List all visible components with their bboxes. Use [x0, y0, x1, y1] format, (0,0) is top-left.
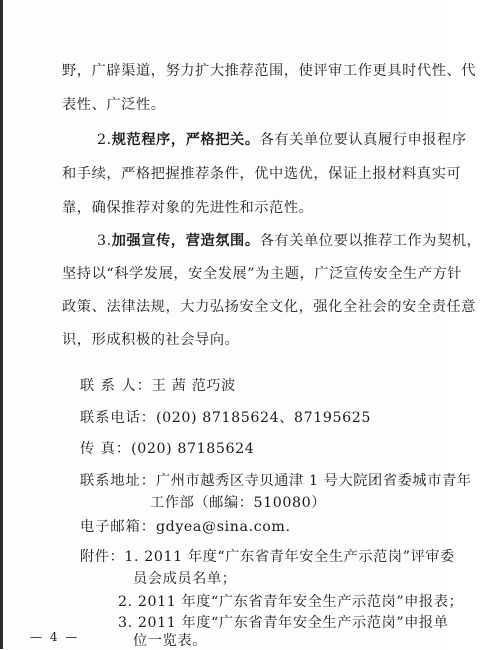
body-line-9: 坚持以“科学发展，安全发展”为主题，广泛宣传安全生产方针: [62, 266, 463, 282]
body-line-11: 识，形成积极的社会导向。: [62, 332, 240, 348]
page-number: — 4 —: [30, 630, 80, 644]
contact-person-label: 联 系 人：: [80, 378, 152, 394]
contact-email-row: [80, 518, 291, 536]
contact-email-label: 电子邮箱：: [80, 519, 156, 535]
contact-phone-row: [80, 409, 371, 427]
contact-phone-label: 联系电话：: [80, 410, 156, 426]
contact-person-value: 王 茜 范巧波: [151, 378, 236, 394]
contact-address-line-2: 工作部（邮编：510080）: [150, 495, 327, 511]
contact-address-row: [80, 472, 472, 490]
item-2-text: 各有关单位要认真履行申报程序: [259, 132, 467, 148]
body-line-6: 靠，确保推荐对象的先进性和示范性。: [62, 200, 314, 216]
attachment-item-2: 2. 2011 年度“广东省青年安全生产示范岗”申报表；: [118, 594, 464, 610]
item-3-line-1: [97, 232, 481, 250]
contact-fax-row: [80, 440, 254, 458]
contact-phone-value: (020) 87185624、87195625: [155, 410, 372, 426]
attachment-item-3: 3. 2011 年度“广东省青年安全生产示范岗”申报单: [118, 615, 449, 631]
scan-edge: [0, 0, 3, 649]
body-line-1: 野，广辟渠道，努力扩大推荐范围，使评审工作更具时代性、代: [62, 63, 477, 79]
body-line-10: 政策、法律法规，大力弘扬安全文化，强化全社会的安全责任意: [62, 299, 477, 315]
item-2-number: 2.: [97, 132, 112, 148]
attachment-row-1: [80, 548, 455, 566]
item-3-text: 各有关单位要以推荐工作为契机，: [259, 233, 481, 249]
item-3-heading: 加强宣传，营造氛围。: [111, 233, 260, 249]
item-2-heading: 规范程序，严格把关。: [111, 132, 260, 148]
attachments-label: 附件：: [80, 549, 125, 565]
contact-email-value: gdyea@sina.com.: [155, 519, 291, 535]
item-2-line-1: [97, 131, 467, 149]
contact-fax-label: 传 真：: [80, 441, 132, 457]
contact-address-label: 联系地址：: [80, 473, 156, 489]
body-line-2: 表性、广泛性。: [62, 97, 166, 113]
item-3-number: 3.: [97, 233, 112, 249]
attachment-item-1-cont: 员会成员名单；: [133, 571, 237, 587]
contact-person-row: [80, 377, 236, 395]
attachment-item-3-cont: 位一览表。: [133, 633, 207, 649]
contact-fax-value: (020) 87185624: [131, 441, 255, 457]
attachment-item-1: 1. 2011 年度“广东省青年安全生产示范岗”评审委: [124, 549, 455, 565]
body-line-5: 和手续，严格把握推荐条件，优中选优，保证上报材料真实可: [62, 166, 462, 182]
contact-address-line-1: 广州市越秀区寺贝通津 1 号大院团省委城市青年: [155, 473, 472, 489]
